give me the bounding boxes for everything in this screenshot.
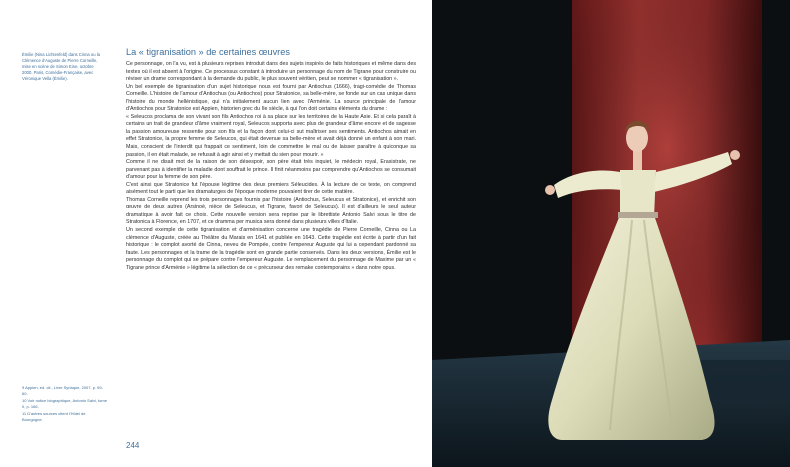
- footnotes: [22, 385, 107, 425]
- body-text: [126, 61, 416, 431]
- performer-photo-illustration: [432, 0, 790, 467]
- paragraph: C'est ainsi que Stratonice fut l'épouse légitime des deux premiers Séleucides. À la lecture de ce texte, on comprend aisément tout le parti que les dramaturges de l'époque moderne pouvaient tirer de cette matière.: [126, 181, 416, 196]
- footnote: 10 Voir notice biographique, Antonio Salvi, tome II, p. 166.: [22, 398, 107, 409]
- quote-paragraph: « Seleucos proclama de son vivant son fils Antiochos roi à sa place sur les territoires de la Haute Asie. Et si cela paraît à certains un trait de grandeur d'âme vraiment royal, Seleucos supporta avec plus de grandeur d'âme encore et de sagesse la passion amoureuse ressentie pour son fils et la façon dont celui-ci sut maîtriser ses sentiments. Antiochos aimait en effet Stratonice, la propre femme de Seleucos, qui était devenue sa belle-mère et avait déjà donné un enfant à son mari. Mais, conscient de l'interdit qui frappait ce sentiment, loin de commettre le mal ou de laisser paraître à quiconque sa passion, il en était malade, se refusait à agir ainsi et y mettait du sien pour mourir. »: [126, 113, 416, 158]
- footnote: 11 D'autres sources citent l'Hôtel de Bourgogne.: [22, 411, 86, 422]
- paragraph: Comme il ne disait mot de la raison de son désespoir, son père était très inquiet, le médecin royal, Erasistrate, ne parvenant pas à identifier la maladie dont souffrait le prince. Il finit néanmoins par comprendre qu'Antiochos se consumait d'amour pour la femme de son père.: [126, 159, 416, 181]
- paragraph: Un second exemple de cette tigranisation et d'arménisation concerne une tragédie de Pierre Corneille, Cinna ou La clémence d'Auguste, créée au Théâtre du Marais en 1641 et publiée en 1643. Cette tragédie est écrite à partir d'un fait historique : le complot avorté de Cinna, neveu de Pompée, contre l'empereur Auguste qui lui a cependant pardonné sa faute. Les personnages et la trame de la tragédie sont en grande partie conservés. Dans les deux versions, Émilie est le personnage du complot qui se prépare contre l'empereur Auguste. Le remplacement du personnage de Maxime par un « Tigrane prince d'Arménie » légitime la sélection de ce « précurseur des remake contemporains » dans notre opus.: [126, 227, 416, 271]
- stage-photograph: [432, 0, 790, 467]
- paragraph: Thomas Corneille reprend les trois personnages fournis par l'histoire (Antiochus, Seleucus et Stratonice), et enrichit son œuvre de deux autres (Arsinoé, nièce de Seleucus, et Tigrane, favori de Seleucus). Il est d'ailleurs le seul auteur dramatique à avoir fait ce choix. Cette nouvelle version sera reprise par le librettiste Antonio Salvi sous le titre de Stratonica à Florence, en 1707, et ce dramma per musica sera donné dans plusieurs villes d'Italie.: [126, 196, 416, 226]
- paragraph: Un bel exemple de tigranisation d'un sujet historique nous est fourni par Antiochus (1666), tragi-comédie de Thomas Corneille. L'histoire de l'amour d'Antiochus (ou Antiochos) pour Stratonice, sa belle-mère, se fonde sur un cas unique dans l'histoire du monde hellénistique, qui n'a initialement aucun lien avec l'Arménie. La source principale de l'amour d'Antiochos pour Stratonice est Appien, historien grec du IIe siècle, à qui l'on doit certains éléments du drame :: [126, 83, 416, 113]
- paragraph: Ce personnage, on l'a vu, est à plusieurs reprises introduit dans des sujets inspirés de faits historiques et même dans des textes où il est absent à l'origine. Ce processus constant à introduire un personnage du nom de Tigrane pour construire ou réviser un drame correspondant à la demande du public, le plus souvent véritien, peut se nommer « tigranisation ».: [126, 61, 416, 83]
- page-number: 244: [126, 441, 140, 450]
- photo-caption: Émilie (Nina Lichtenfeld) dans Cinna ou la Clémence d'Auguste de Pierre Corneille, mise en scène de Simon Eine, octobre 2000. Paris, Comédie-Française, avec Véronique Vella (Émilie).: [22, 52, 100, 81]
- section-heading: La « tigranisation » de certaines œuvres: [126, 47, 290, 57]
- footnote: 9 Appien, ed. cit., Livre Syriaque, 2007, p. 59-60.: [22, 385, 103, 396]
